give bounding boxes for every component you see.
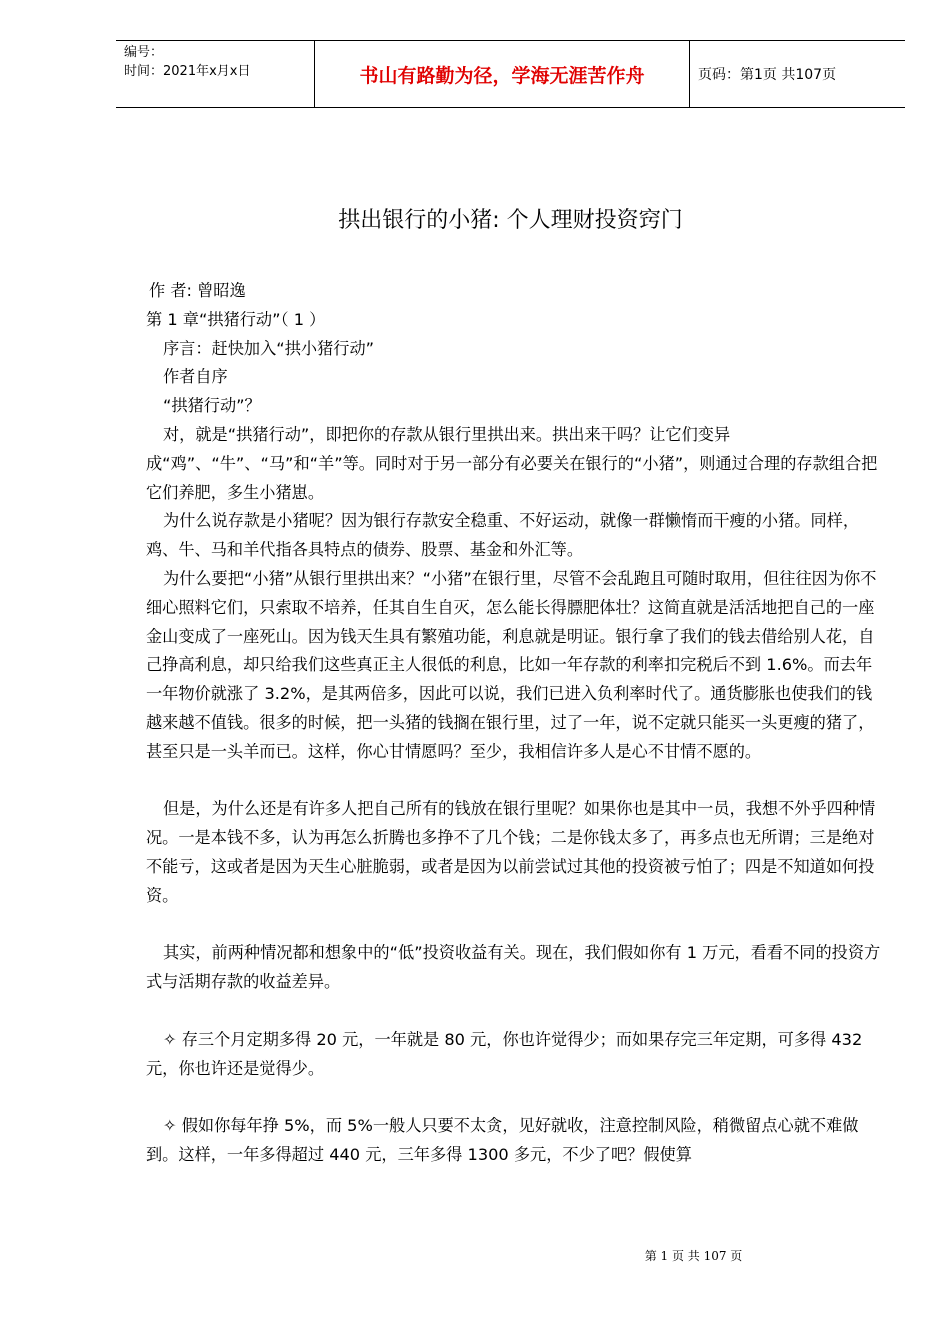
body-text <box>146 277 881 1170</box>
paragraph-gap <box>146 767 881 796</box>
document-title: 拱出银行的小猪: 个人理财投资窍门 <box>338 208 683 233</box>
self-preface-line: 作者自序 <box>163 367 228 387</box>
chapter-heading: 第 1 章“拱猪行动”（ 1 ） <box>146 309 326 329</box>
bullet-paragraph-1: ✧ 存三个月定期多得 20 元，一年就是 80 元，你也许觉得少；而如果存完三年定期，可多得 432 元，你也许还是觉得少。 <box>146 1029 863 1078</box>
header-meta-cell <box>116 41 315 107</box>
preface-line: 序言：赶快加入“拱小猪行动” <box>163 338 375 358</box>
header-table <box>116 40 905 108</box>
page-info: 页码：第1页 共107页 <box>698 67 837 83</box>
motto: 书山有路勤为径，学海无涯苦作舟 <box>315 41 690 107</box>
paragraph-gap <box>146 997 881 1026</box>
time-label: 时间：2021年x月x日 <box>124 64 251 79</box>
paragraph-1: 对，就是“拱猪行动”，即把你的存款从银行里拱出来。拱出来干吗？让它们变异成“鸡”、“牛”、“马”和“羊”等。同时对于另一部分有必要关在银行的“小猪”，则通过合理的存款组合把它们养肥，多生小猪崽。 <box>146 424 878 502</box>
paragraph-4: 但是，为什么还是有许多人把自己所有的钱放在银行里呢？如果你也是其中一员，我想不外乎四种情况。一是本钱不多，认为再怎么折腾也多挣不了几个钱；二是你钱太多了，再多点也无所谓；三是绝对不能亏，这或者是因为天生心脏脆弱，或者是因为以前尝试过其他的投资被亏怕了；四是不知道如何投资。 <box>146 799 876 905</box>
paragraph-3: 为什么要把“小猪”从银行里拱出来？“小猪”在银行里，尽管不会乱跑且可随时取用，但往往因为你不细心照料它们，只索取不培养，任其自生自灭，怎么能长得膘肥体壮？这简直就是活活地把自己的一座金山变成了一座死山。因为钱天生具有繁殖功能，利息就是明证。银行拿了我们的钱去借给别人花，自己挣高利息，却只给我们这些真正主人很低的利息，比如一年存款的利率扣完税后不到 1.6%。而去年一年物价就涨了 3.2%，是其两倍多，因此可以说，我们已进入负利率时代了。通货膨胀也使我们的钱越来越不值钱。很多的时候，把一头猪的钱搁在银行里，过了一年，说不定就只能买一头更瘦的猪了，甚至只是一头羊而已。这样，你心甘情愿吗？至少，我相信许多人是心不甘情不愿的。 <box>146 568 877 761</box>
paragraph-gap <box>146 1083 881 1112</box>
paragraph-gap <box>146 911 881 940</box>
question-line: “拱猪行动”？ <box>163 396 261 416</box>
number-label: 编号： <box>124 45 164 60</box>
paragraph-5: 其实，前两种情况都和想象中的“低”投资收益有关。现在，我们假如你有 1 万元，看看不同的投资方式与活期存款的收益差异。 <box>146 943 881 992</box>
author-line: 作 者: 曾昭逸 <box>149 281 246 300</box>
page-footer: 第 1 页 共 107 页 <box>644 1249 743 1263</box>
paragraph-2: 为什么说存款是小猪呢？因为银行存款安全稳重、不好运动，就像一群懒惰而干瘦的小猪。同样，鸡、牛、马和羊代指各具特点的债券、股票、基金和外汇等。 <box>146 511 860 560</box>
bullet-paragraph-2: ✧ 假如你每年挣 5%，而 5%一般人只要不太贪，见好就收，注意控制风险，稍微留点心就不难做到。这样，一年多得超过 440 元，三年多得 1300 多元，不少了吧？假使算 <box>146 1116 859 1164</box>
